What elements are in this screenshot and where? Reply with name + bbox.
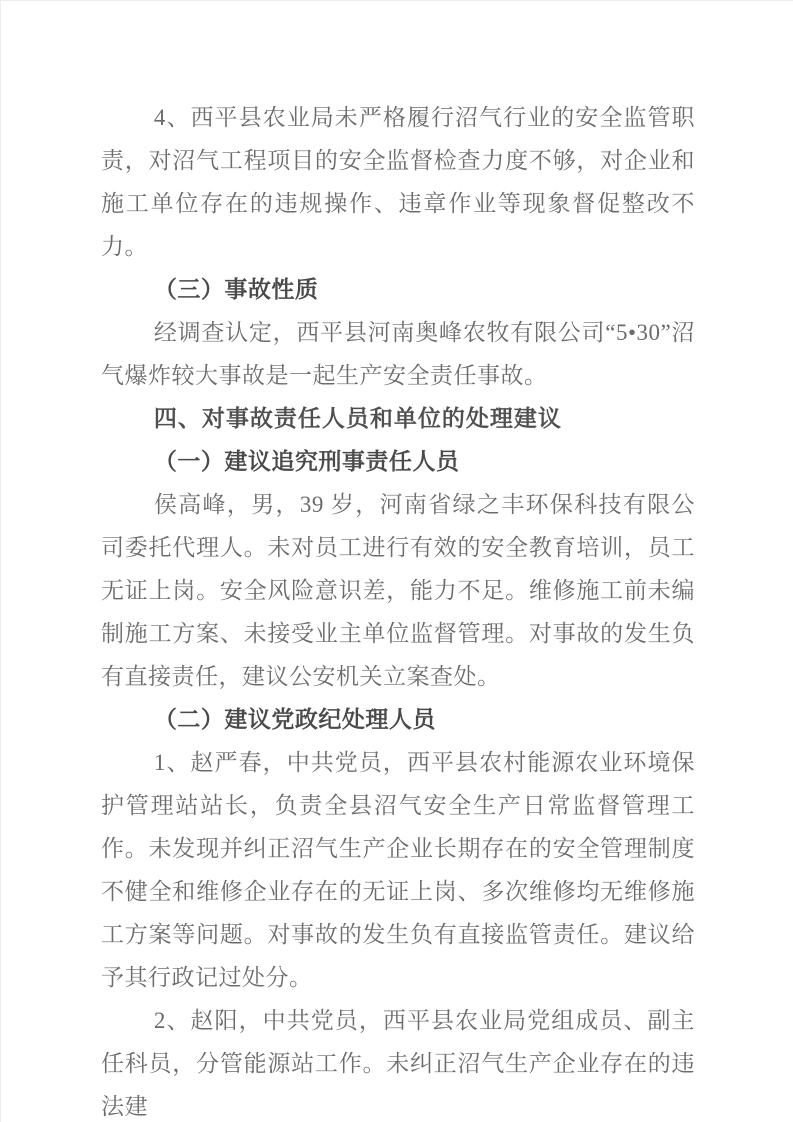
paragraph-zhao-yang: 2、赵阳，中共党员，西平县农业局党组成员、副主任科员，分管能源站工作。未纠正沼气生产企业存在的违法建 — [101, 1008, 695, 1119]
paragraph-accident-determination: 经调查认定，西平县河南奥峰农牧有限公司“5•30”沼气爆炸较大事故是一起生产安全责任事故。 — [101, 320, 695, 388]
heading-party-discipline-persons: （二）建议党政纪处理人员 — [153, 707, 436, 732]
paragraph-hou-gaofeng: 侯高峰，男，39 岁，河南省绿之丰环保科技有限公司委托代理人。未对员工进行有效的安全教育培训，员工无证上岗。安全风险意识差，能力不足。维修施工前未编制施工方案、未接受业主单位监督管理。对事故的发生负有直接责任，建议公安机关立案查处。 — [101, 492, 695, 689]
heading-accident-nature: （三）事故性质 — [153, 277, 319, 302]
document-content — [101, 96, 695, 1122]
paragraph-zhao-yanchun: 1、赵严春，中共党员，西平县农村能源农业环境保护管理站站长，负责全县沼气安全生产日常监督管理工作。未发现并纠正沼气生产企业长期存在的安全管理制度不健全和维修企业存在的无证上岗、多次维修均无维修施工方案等问题。对事故的发生负有直接监管责任。建议给予其行政记过处分。 — [101, 750, 695, 990]
paragraph-supervision-failure: 4、西平县农业局未严格履行沼气行业的安全监管职责，对沼气工程项目的安全监督检查力度不够，对企业和施工单位存在的违规操作、违章作业等现象督促整改不力。 — [101, 105, 695, 259]
heading-section-four-handling-suggestions: 四、对事故责任人员和单位的处理建议 — [153, 405, 562, 431]
heading-criminal-liability-persons: （一）建议追究刑事责任人员 — [153, 449, 460, 474]
